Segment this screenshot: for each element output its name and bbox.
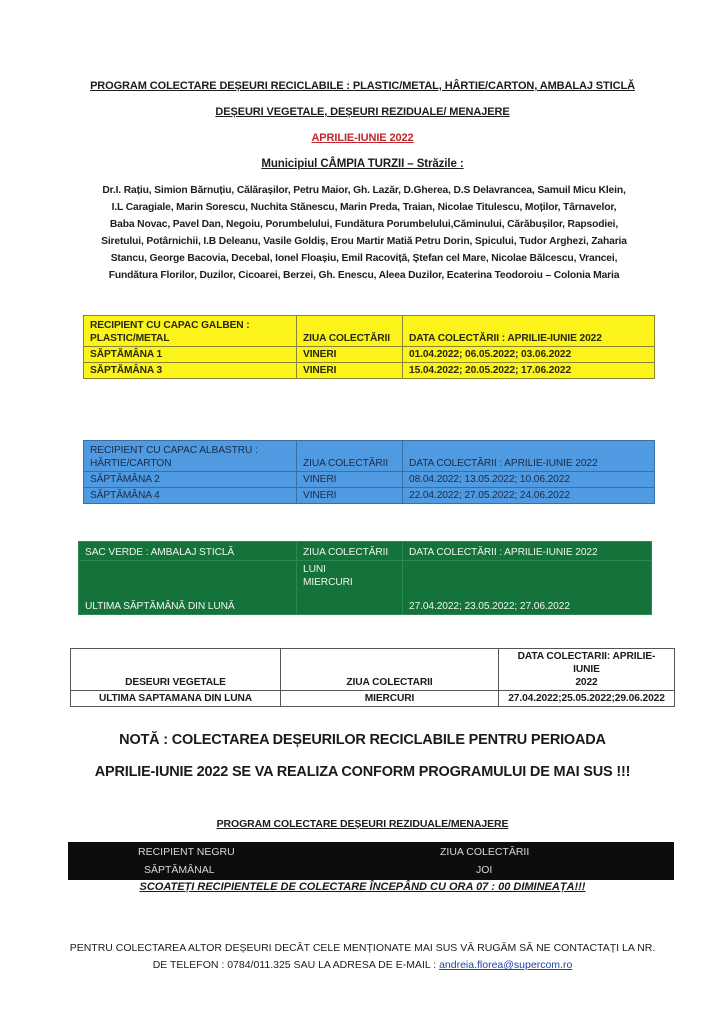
dates-cell: 15.04.2022; 20.05.2022; 17.06.2022 [403, 363, 655, 379]
collection-date-header: DATA COLECTĂRII : APRILIE-IUNIE 2022 [403, 441, 655, 472]
collection-date-header: DATA COLECTARII: APRILIE-IUNIE 2022 [499, 649, 675, 691]
header-period: APRILIE-IUNIE 2022 [311, 132, 414, 144]
table-row [84, 488, 655, 504]
green-bag-schedule-table [78, 541, 652, 615]
table-header-row [84, 441, 655, 472]
collection-date-header: DATA COLECTĂRII : APRILIE-IUNIE 2022 [403, 542, 652, 561]
week-cell: SĂPTĂMÂNA 4 [84, 488, 297, 504]
day-cell: MIERCURI [281, 691, 499, 707]
street-line: Stancu, George Bacovia, Decebal, Ionel Floașiu, Emil Racoviță, Ștefan cel Mare, Nicolae Bălcescu, Vrancei, [110, 253, 618, 264]
collection-day-header: ZIUA COLECTĂRII [440, 846, 530, 858]
street-list [28, 182, 700, 284]
day-cell: VINERI [297, 363, 403, 379]
bin-type-cell: RECIPIENT CU CAPAC GALBEN : PLASTIC/METAL [84, 316, 297, 347]
collection-day-value: JOI [476, 864, 493, 876]
note-line2: APRILIE-IUNIE 2022 SE VA REALIZA CONFORM PROGRAMULUI DE MAI SUS !!! [94, 764, 631, 780]
residual-title: PROGRAM COLECTARE DEȘEURI REZIDUALE/MENAJERE [216, 818, 509, 830]
bin-type-cell: RECIPIENT CU CAPAC ALBASTRU : HÂRTIE/CARTON [84, 441, 297, 472]
day-cell: VINERI [297, 347, 403, 363]
week-cell: SĂPTĂMÂNA 2 [84, 472, 297, 488]
week-cell: ULTIMA SĂPTĂMÂNĂ DIN LUNĂ [79, 561, 297, 615]
table-row [84, 363, 655, 379]
street-line: Fundătura Florilor, Duzilor, Cicoarei, Berzei, Gh. Enescu, Aleea Duzilor, Ecaterina Teodoroiu – Colonia Maria [108, 270, 620, 281]
yellow-bin-schedule-table [83, 315, 655, 379]
header-title-line1: PROGRAM COLECTARE DEȘEURI RECICLABILE : PLASTIC/METAL, HÂRTIE/CARTON, AMBALAJ STICLĂ [90, 80, 635, 92]
week-cell: ULTIMA SAPTAMANA DIN LUNA [71, 691, 281, 707]
table-header-row [71, 649, 675, 691]
day-cell: VINERI [297, 472, 403, 488]
frequency-label: SĂPTĂMÂNAL [144, 864, 215, 876]
collection-day-header: ZIUA COLECTARII [281, 649, 499, 691]
table-row [79, 561, 652, 615]
dates-cell: 08.04.2022; 13.05.2022; 10.06.2022 [403, 472, 655, 488]
blue-bin-schedule-table [83, 440, 655, 504]
street-line: Siretului, Potârnichii, I.B Deleanu, Vasile Goldiș, Erou Martir Matiă Petru Dorin, Spicului, Tudor Arghezi, Zaharia [101, 236, 627, 247]
bin-type-cell: SAC VERDE : AMBALAJ STICLĂ [79, 542, 297, 561]
waste-type-header: DESEURI VEGETALE [71, 649, 281, 691]
day-cell: LUNI MIERCURI [297, 561, 403, 615]
dates-cell: 27.04.2022; 23.05.2022; 27.06.2022 [403, 561, 652, 615]
table-header-row [84, 316, 655, 347]
footer-line1: PENTRU COLECTAREA ALTOR DEȘEURI DECÂT CELE MENȚIONATE MAI SUS VĂ RUGĂM SĂ NE CONTACTAȚI LA NR. [69, 942, 656, 954]
dates-cell: 22.04.2022; 27.05.2022; 24.06.2022 [403, 488, 655, 504]
header-municipality: Municipiul CÂMPIA TURZII – Străzile : [261, 158, 464, 170]
street-line: I.L Caragiale, Marin Sorescu, Nuchita Stănescu, Marin Preda, Traian, Nicolae Titulescu, Moților, Târnavelor, [111, 202, 617, 213]
residual-black-bin-table [68, 842, 674, 880]
contact-footer [30, 940, 695, 974]
email-link[interactable]: andreia.florea@supercom.ro [439, 959, 573, 971]
week-cell: SĂPTĂMÂNA 1 [84, 347, 297, 363]
phone-text: DE TELEFON : 0784/011.325 SAU LA ADRESA DE E-MAIL : [152, 959, 440, 971]
vegetal-waste-schedule-table [70, 648, 675, 707]
table-header-row [79, 542, 652, 561]
street-line: Baba Novac, Pavel Dan, Negoiu, Porumbelului, Fundătura Porumbelului,Căminului, Cărăbușilor, Rapsodiei, [109, 219, 619, 230]
table-row [71, 691, 675, 707]
put-out-bins-warning: SCOATEȚI RECIPIENTELE DE COLECTARE ÎNCEPÂND CU ORA 07 : 00 DIMINEAȚA!!! [139, 881, 586, 893]
collection-day-header: ZIUA COLECTĂRII [297, 542, 403, 561]
collection-day-header: ZIUA COLECTĂRII [297, 316, 403, 347]
header-title-line2: DEȘEURI VEGETALE, DEȘEURI REZIDUALE/ MENAJERE [215, 106, 510, 118]
footer-line2 [30, 957, 695, 974]
bin-type-label: RECIPIENT NEGRU [138, 846, 235, 858]
table-row [84, 347, 655, 363]
dates-cell: 01.04.2022; 06.05.2022; 03.06.2022 [403, 347, 655, 363]
table-row [84, 472, 655, 488]
street-line: Dr.I. Rațiu, Simion Bărnuțiu, Călărașilor, Petru Maior, Gh. Lazăr, D.Gherea, D.S Delavrancea, Samuil Micu Klein, [102, 185, 626, 196]
day-cell: VINERI [297, 488, 403, 504]
week-cell: SĂPTĂMÂNA 3 [84, 363, 297, 379]
dates-cell: 27.04.2022;25.05.2022;29.06.2022 [499, 691, 675, 707]
note-line1: NOTĂ : COLECTAREA DEȘEURILOR RECICLABILE PENTRU PERIOADA [119, 732, 606, 748]
collection-day-header: ZIUA COLECTĂRII [297, 441, 403, 472]
collection-date-header: DATA COLECTĂRII : APRILIE-IUNIE 2022 [403, 316, 655, 347]
